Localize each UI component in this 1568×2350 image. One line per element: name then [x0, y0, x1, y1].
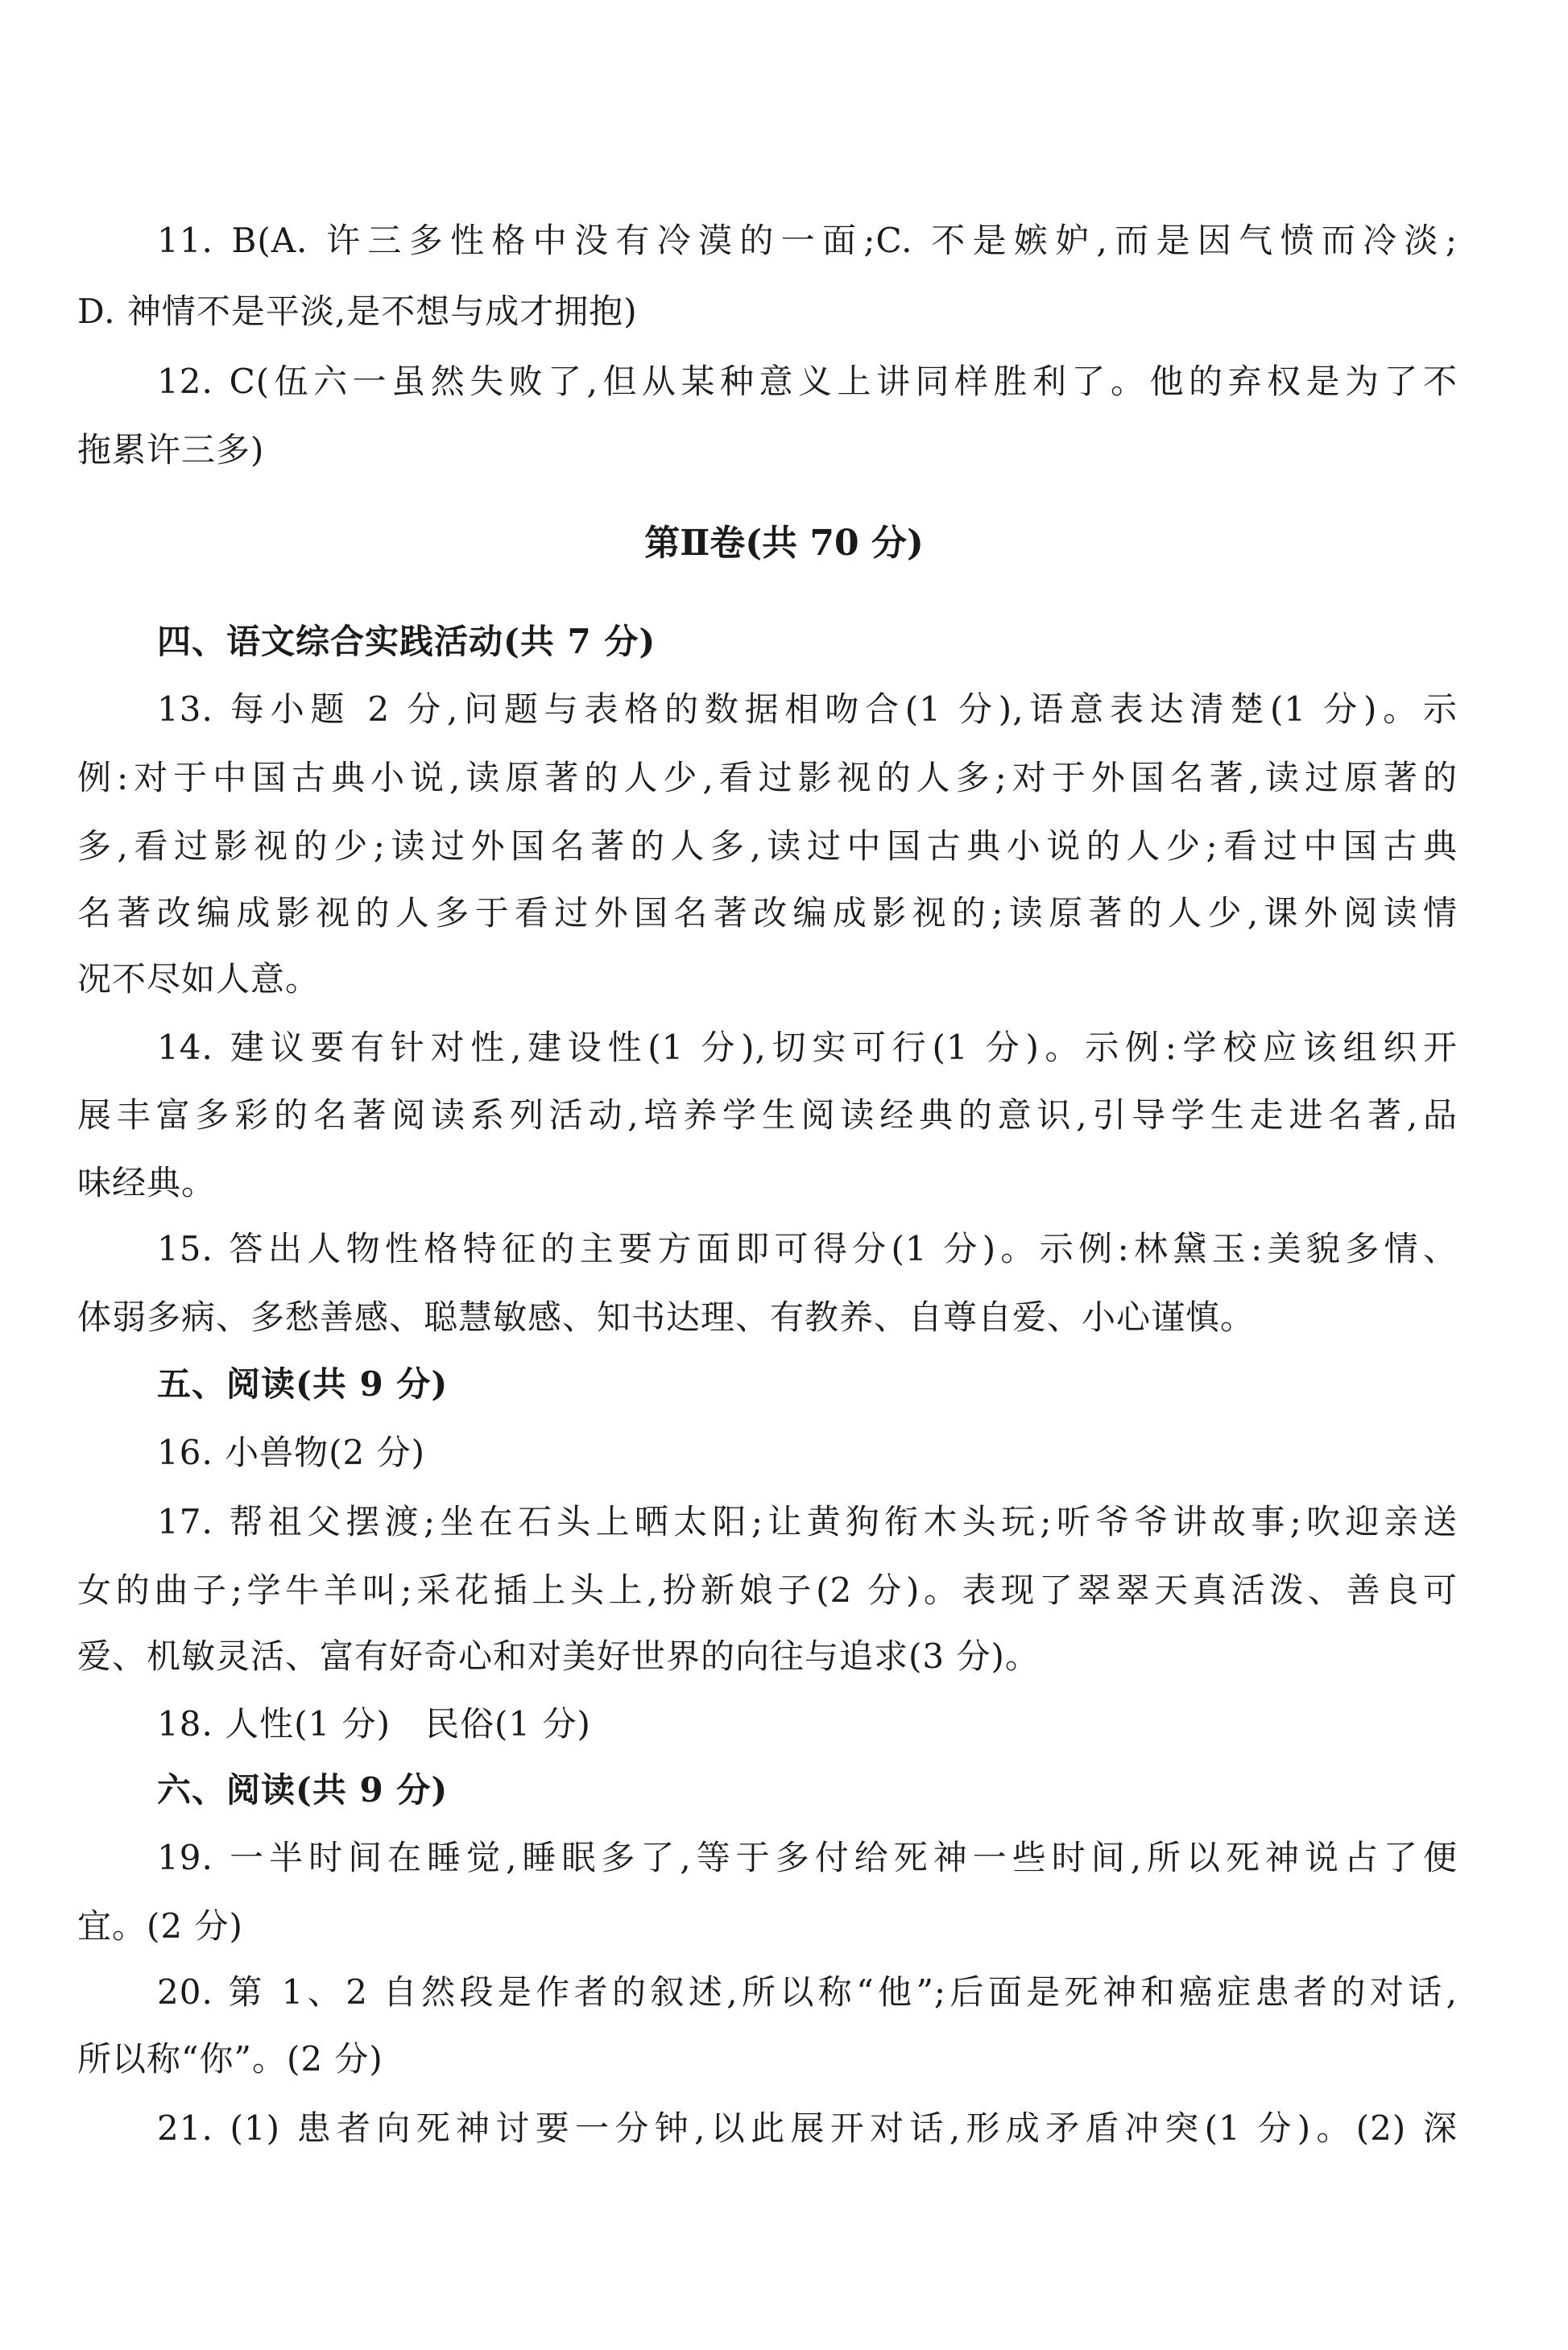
answer-17-line-2: 女的曲子;学牛羊叫;采花插上头上,扮新娘子(2 分)。表现了翠翠天真活泼、善良可: [77, 1570, 1458, 1610]
answer-20-line-1: 20. 第 1、2 自然段是作者的叙述,所以称“他”;后面是死神和癌症患者的对话,: [157, 1972, 1458, 2012]
answer-18: 18. 人性(1 分) 民俗(1 分): [157, 1704, 591, 1744]
section-heading-volume-2: 第Ⅱ卷(共 70 分): [644, 523, 924, 564]
answer-13-line-3: 多,看过影视的少;读过外国名著的人多,读过中国古典小说的人少;看过中国古典: [77, 826, 1458, 866]
answer-14-line-3: 味经典。: [77, 1163, 217, 1202]
answer-13-line-1: 13. 每小题 2 分,问题与表格的数据相吻合(1 分),语意表达清楚(1 分)。示: [157, 689, 1458, 729]
answer-20-line-2: 所以称“你”。(2 分): [77, 2039, 383, 2079]
answer-11-line-2: D. 神情不是平淡,是不想与成才拥抱): [77, 292, 638, 331]
answer-16: 16. 小兽物(2 分): [157, 1433, 425, 1472]
answer-12-line-1: 12. C(伍六一虽然失败了,但从某种意义上讲同样胜利了。他的弃权是为了不: [157, 362, 1458, 401]
answer-12-line-2: 拖累许三多): [77, 430, 265, 470]
answer-15-line-2: 体弱多病、多愁善感、聪慧敏感、知书达理、有教养、自尊自爱、小心谨慎。: [77, 1297, 1256, 1337]
answer-11-line-1: 11. B(A. 许三多性格中没有冷漠的一面;C. 不是嫉妒,而是因气愤而冷淡;: [157, 221, 1458, 260]
answer-21-line-1: 21. (1) 患者向死神讨要一分钟,以此展开对话,形成矛盾冲突(1 分)。(2) 深: [157, 2108, 1458, 2148]
answer-17-line-3: 爱、机敏灵活、富有好奇心和对美好世界的向往与追求(3 分)。: [77, 1636, 1040, 1676]
section-heading-4: 四、语文综合实践活动(共 7 分): [157, 622, 656, 661]
section-heading-5: 五、阅读(共 9 分): [157, 1364, 449, 1404]
answer-13-line-2: 例:对于中国古典小说,读原著的人少,看过影视的人多;对于外国名著,读过原著的: [77, 758, 1458, 797]
answer-14-line-1: 14. 建议要有针对性,建设性(1 分),切实可行(1 分)。示例:学校应该组织开: [157, 1028, 1458, 1067]
answer-19-line-1: 19. 一半时间在睡觉,睡眠多了,等于多付给死神一些时间,所以死神说占了便: [157, 1838, 1458, 1877]
answer-13-line-4: 名著改编成影视的人多于看过外国名著改编成影视的;读原著的人少,课外阅读情: [77, 893, 1458, 933]
answer-17-line-1: 17. 帮祖父摆渡;坐在石头上晒太阳;让黄狗衔木头玩;听爷爷讲故事;吹迎亲送: [157, 1502, 1458, 1541]
answer-19-line-2: 宜。(2 分): [77, 1906, 243, 1946]
answer-14-line-2: 展丰富多彩的名著阅读系列活动,培养学生阅读经典的意识,引导学生走进名著,品: [77, 1095, 1458, 1135]
answer-15-line-1: 15. 答出人物性格特征的主要方面即可得分(1 分)。示例:林黛玉:美貌多情、: [157, 1229, 1458, 1268]
section-heading-6: 六、阅读(共 9 分): [157, 1770, 449, 1810]
answer-13-line-5: 况不尽如人意。: [77, 959, 321, 999]
